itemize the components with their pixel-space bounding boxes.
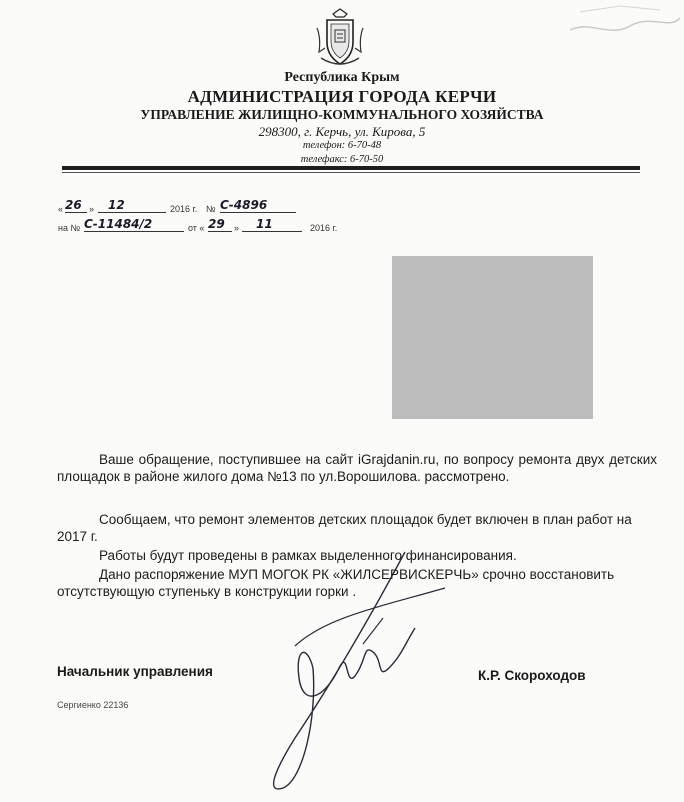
day-open-quote: « [58, 204, 64, 214]
day-close-quote: » [89, 204, 95, 214]
header-department: УПРАВЛЕНИЕ ЖИЛИЩНО-КОММУНАЛЬНОГО ХОЗЯЙСТВА [140, 107, 544, 122]
body-paragraph-1: Ваше обращение, поступившее на сайт iGrajdanin.ru, по вопросу ремонта двух детских площадок в районе жилого дома №13 по ул.Ворошилова. рассмотрено. [57, 452, 657, 484]
reference-month: 11 [242, 217, 302, 232]
body-paragraph-3: Работы будут проведены в рамках выделенного финансирования. [99, 548, 517, 563]
from-label: от « [188, 223, 205, 233]
outgoing-date-line [58, 198, 298, 216]
reference-number: С-11484/2 [84, 217, 184, 232]
handwritten-signature [255, 548, 455, 802]
corner-stamp-mark [560, 0, 684, 46]
reference-line [58, 217, 358, 235]
header-administration: АДМИНИСТРАЦИЯ ГОРОДА КЕРЧИ [187, 87, 497, 106]
outgoing-day: 26 [65, 198, 87, 213]
header-phone: телефон: 6-70-48 [302, 140, 382, 151]
header-rule-thick [62, 166, 640, 170]
outgoing-year: 2016 г. [170, 204, 198, 214]
signatory-title: Начальник управления [57, 664, 213, 679]
reference-year: 2016 г. [310, 223, 338, 233]
redacted-addressee-block [392, 256, 593, 419]
executor-note: Сергиенко 22136 [57, 700, 129, 710]
signatory-name: К.Р. Скороходов [478, 668, 586, 683]
outgoing-month: 12 [98, 198, 166, 213]
body-paragraph-4: Дано распоряжение МУП МОГОК РК «ЖИЛСЕРВИСКЕРЧЬ» срочно восстановить отсутствующую ступеньку в конструкции горки . [57, 567, 615, 599]
reference-day-close: » [234, 223, 240, 233]
header-republic: Республика Крым [284, 70, 400, 85]
header-address: 298300, г. Керчь, ул. Кирова, 5 [258, 124, 426, 139]
body-paragraph-2: Сообщаем, что ремонт элементов детских площадок будет включен в план работ на 2017 г. [57, 512, 632, 544]
reference-day: 29 [208, 217, 232, 232]
header-fax: телефакс: 6-70-50 [300, 154, 384, 165]
header-rule-thin [62, 172, 640, 173]
on-no-label: на № [58, 223, 81, 233]
coat-of-arms-emblem [313, 8, 367, 70]
outgoing-no-label: № [206, 204, 216, 214]
outgoing-number: С-4896 [220, 198, 296, 213]
